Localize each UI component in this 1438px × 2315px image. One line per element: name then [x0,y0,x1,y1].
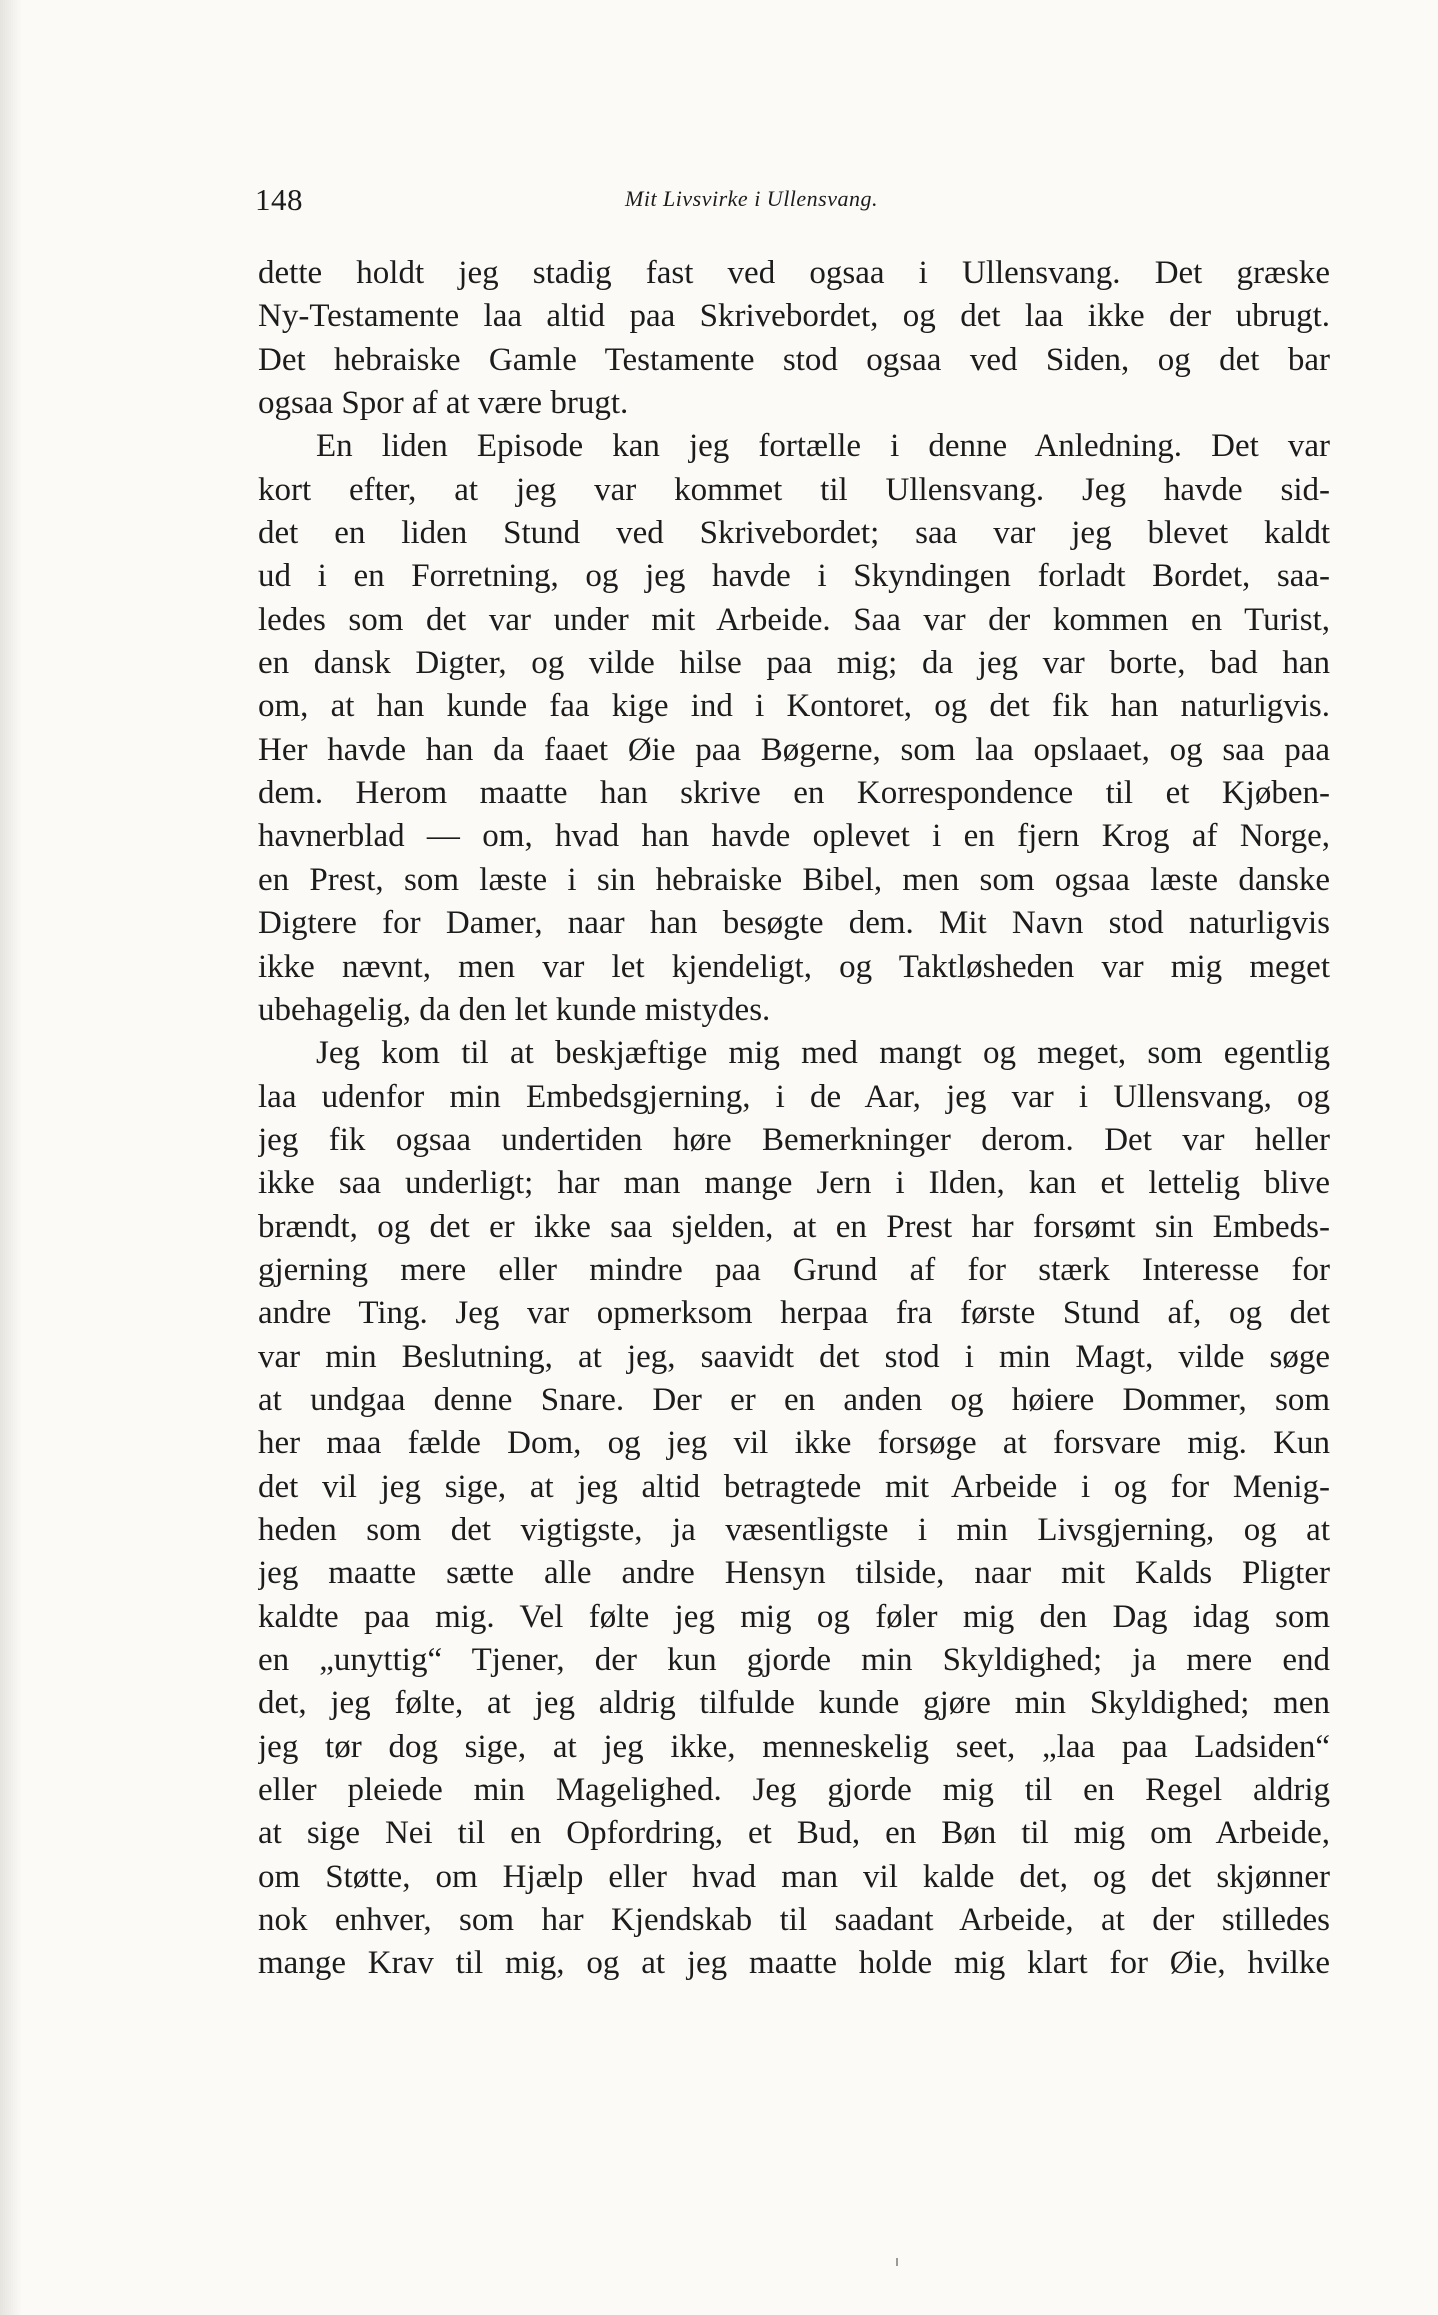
text-line: ikke nævnt, men var let kjendeligt, og Taktløsheden var mig meget [258,948,1330,985]
text-line: det en liden Stund ved Skrivebordet; saa var jeg blevet kaldt [258,515,1330,552]
text-line: det vil jeg sige, at jeg altid betragtede mit Arbeide i og for Menig- [258,1468,1330,1505]
text-line: brændt, og det er ikke saa sjelden, at en Prest har forsømt sin Embeds- [258,1208,1330,1245]
text-line: ikke saa underligt; har man mange Jern i Ilden, kan et lettelig blive [258,1165,1330,1202]
text-line: at undgaa denne Snare. Der er en anden og høiere Dommer, som [258,1381,1330,1418]
text-line: at sige Nei til en Opfordring, et Bud, en Bøn til mig om Arbeide, [258,1815,1330,1852]
text-line: om Støtte, om Hjælp eller hvad man vil kalde det, og det skjønner [258,1858,1330,1895]
text-line: Ny-Testamente laa altid paa Skrivebordet, og det laa ikke der ubrugt. [258,298,1330,335]
text-line: En liden Episode kan jeg fortælle i denne Anledning. Det var [316,428,1330,465]
text-line: ledes som det var under mit Arbeide. Saa var der kommen en Turist, [258,601,1330,638]
text-line: jeg fik ogsaa undertiden høre Bemerkninger derom. Det var heller [258,1121,1330,1158]
text-line: kort efter, at jeg var kommet til Ullensvang. Jeg havde sid- [258,471,1330,508]
page-header [255,182,1335,226]
page-number: 148 [255,182,303,217]
text-line: en „unyttig“ Tjener, der kun gjorde min Skyldighed; ja mere end [258,1642,1330,1678]
text-line: Jeg kom til at beskjæftige mig med mangt og meget, som egentlig [316,1035,1330,1072]
body-text [258,252,1330,1986]
text-line: Det hebraiske Gamle Testamente stod ogsaa ved Siden, og det bar [258,341,1330,378]
text-line: havnerblad — om, hvad han havde oplevet i en fjern Krog af Norge, [258,818,1330,855]
text-line: gjerning mere eller mindre paa Grund af for stærk Interesse for [258,1251,1330,1288]
text-line: eller pleiede min Magelighed. Jeg gjorde mig til en Regel aldrig [258,1772,1330,1809]
running-title: Mit Livsvirke i Ullensvang. [625,186,879,211]
scan-edge-shadow [0,0,22,2315]
text-line: her maa fælde Dom, og jeg vil ikke forsøge at forsvare mig. Kun [258,1425,1330,1462]
text-line: dette holdt jeg stadig fast ved ogsaa i Ullensvang. Det græske [258,255,1330,291]
text-line: dem. Herom maatte han skrive en Korrespondence til et Kjøben- [258,775,1330,812]
text-line: ud i en Forretning, og jeg havde i Skyndingen forladt Bordet, saa- [258,558,1330,595]
text-line: nok enhver, som har Kjendskab til saadant Arbeide, at der stilledes [258,1902,1330,1939]
text-line: laa udenfor min Embedsgjerning, i de Aar, jeg var i Ullensvang, og [258,1078,1330,1115]
text-line: var min Beslutning, at jeg, saavidt det stod i min Magt, vilde søge [258,1338,1330,1375]
text-line: en dansk Digter, og vilde hilse paa mig; da jeg var borte, bad han [258,645,1330,682]
text-line: heden som det vigtigste, ja væsentligste i min Livsgjerning, og at [258,1511,1330,1548]
text-line: om, at han kunde faa kige ind i Kontoret, og det fik han naturligvis. [258,688,1330,725]
text-line: det, jeg følte, at jeg aldrig tilfulde kunde gjøre min Skyldighed; men [258,1685,1330,1722]
scan-speck [896,2258,898,2266]
text-line: ogsaa Spor af at være brugt. [258,385,629,422]
text-line: mange Krav til mig, og at jeg maatte holde mig klart for Øie, hvilke [258,1945,1330,1982]
text-line: ubehagelig, da den let kunde mistydes. [258,991,771,1028]
text-line: jeg maatte sætte alle andre Hensyn tilside, naar mit Kalds Pligter [258,1555,1330,1592]
text-line: andre Ting. Jeg var opmerksom herpaa fra første Stund af, og det [258,1295,1330,1332]
text-line: en Prest, som læste i sin hebraiske Bibel, men som ogsaa læste danske [258,861,1330,898]
text-line: jeg tør dog sige, at jeg ikke, menneskelig seet, „laa paa Ladsiden“ [258,1728,1330,1765]
text-line: kaldte paa mig. Vel følte jeg mig og føler mig den Dag idag som [258,1598,1330,1635]
text-line: Her havde han da faaet Øie paa Bøgerne, som laa opslaaet, og saa paa [258,731,1330,768]
text-line: Digtere for Damer, naar han besøgte dem. Mit Navn stod naturligvis [258,905,1330,942]
